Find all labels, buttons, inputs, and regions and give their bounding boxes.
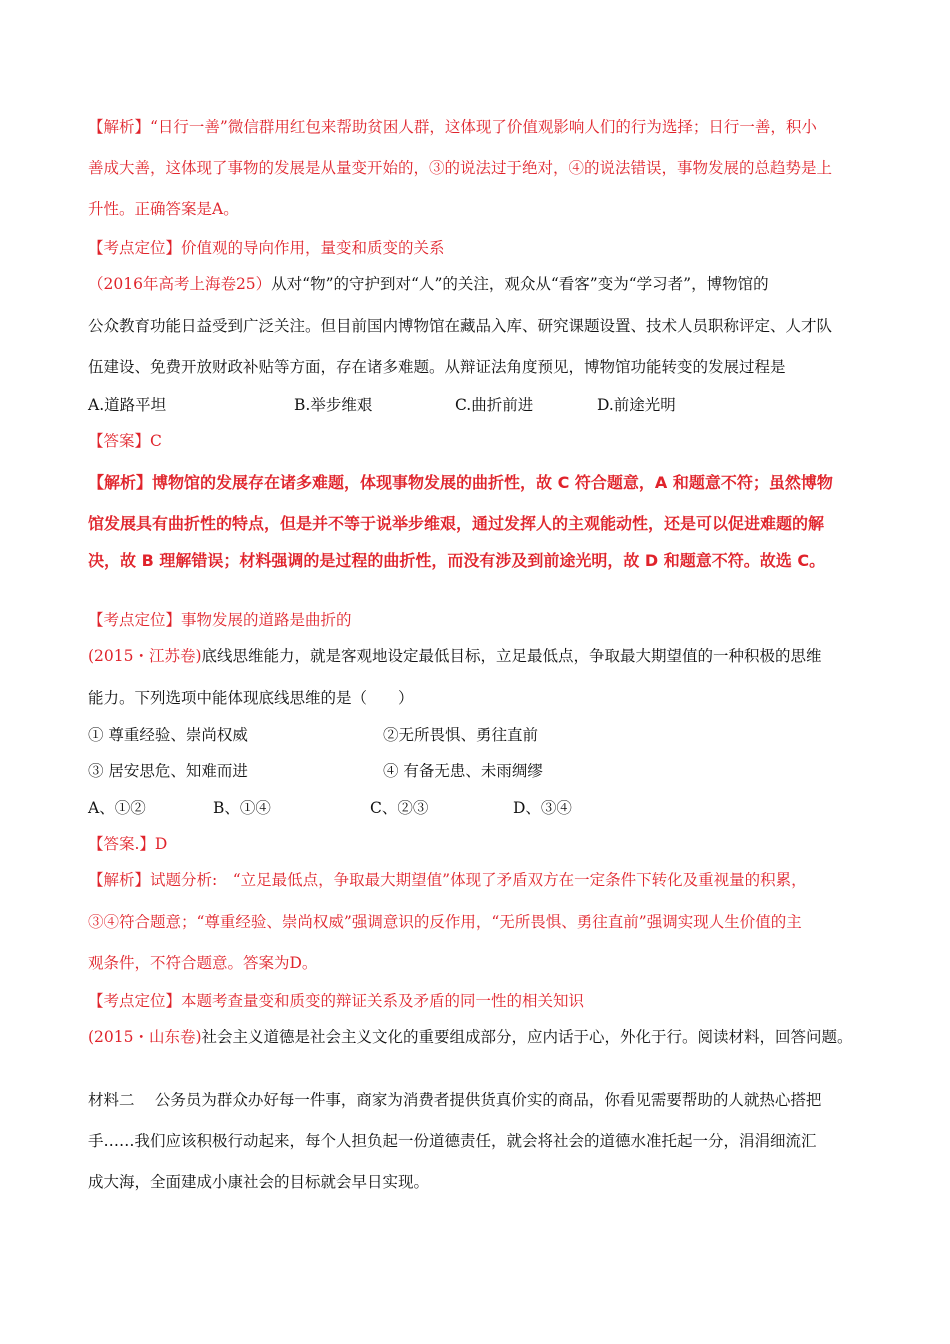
- question-2-source: （2016年高考上海卷25）: [88, 275, 272, 293]
- analysis-2-line-1: 【解析】博物馆的发展存在诸多难题，体现事物发展的曲折性，故 C 符合题意，A 和题意不符；虽然博物: [88, 473, 833, 492]
- question-3-source: (2015・江苏卷): [88, 647, 202, 665]
- analysis-3-line-3: 观条件，不符合题意。答案为D。: [88, 954, 318, 972]
- question-2-line-3: 伍建设、免费开放财政补贴等方面，存在诸多难题。从辩证法角度预见，博物馆功能转变的发展过程是: [88, 358, 786, 376]
- statement-4: ④ 有备无患、未雨绸缪: [383, 762, 543, 780]
- option-c: C、②③: [370, 799, 429, 817]
- answer-2: 【答案】C: [88, 432, 162, 450]
- answer-3: 【答案.】D: [88, 835, 168, 853]
- question-3-text: 底线思维能力，就是客观地设定最低目标，立足最低点，争取最大期望值的一种积极的思维: [201, 647, 822, 665]
- analysis-2-line-2: 馆发展具有曲折性的特点，但是并不等于说举步维艰，通过发挥人的主观能动性，还是可以促进难题的解: [88, 514, 825, 533]
- option-a: A.道路平坦: [88, 396, 167, 414]
- key-point-1: 【考点定位】价值观的导向作用，量变和质变的关系: [88, 239, 445, 257]
- option-d: D、③④: [513, 799, 572, 817]
- question-2-line-2: 公众教育功能日益受到广泛关注。但目前国内博物馆在藏品入库、研究课题设置、技术人员职称评定、人才队: [88, 317, 833, 335]
- question-2-line-1: [88, 274, 769, 294]
- option-c: C.曲折前进: [455, 396, 534, 414]
- question-4-source: (2015・山东卷): [88, 1028, 202, 1046]
- analysis-2-line-3: 决，故 B 理解错误；材料强调的是过程的曲折性，而没有涉及到前途光明，故 D 和题意不符。故选 C。: [88, 551, 826, 570]
- analysis-line-3: 升性。正确答案是A。: [88, 200, 239, 218]
- statement-2: ②无所畏惧、勇往直前: [383, 726, 539, 744]
- analysis-3-text: 试题分析: “立足最低点，争取最大期望值”体现了矛盾双方在一定条件下转化及重视量的积累，: [150, 871, 807, 889]
- question-2-text: 从对“物”的守护到对“人”的关注，观众从“看客”变为“学习者”，博物馆的: [271, 275, 769, 293]
- option-a: A、①②: [88, 799, 146, 817]
- analysis-3-line-1: [88, 870, 807, 890]
- question-3-line-2: 能力。下列选项中能体现底线思维的是（ ）: [88, 689, 414, 707]
- statement-1: ① 尊重经验、崇尚权威: [88, 726, 248, 744]
- key-point-3: 【考点定位】本题考查量变和质变的辩证关系及矛盾的同一性的相关知识: [88, 992, 585, 1010]
- key-point-2: 【考点定位】事物发展的道路是曲折的: [88, 611, 352, 629]
- question-4-text: 社会主义道德是社会主义文化的重要组成部分，应内话于心，外化于行。阅读材料，回答问题。: [201, 1028, 853, 1046]
- material-line-1: 材料二 公务员为群众办好每一件事，商家为消费者提供货真价实的商品，你看见需要帮助的人就热心搭把: [88, 1091, 822, 1109]
- option-b: B.举步维艰: [294, 396, 373, 414]
- question-3-line-1: [88, 646, 822, 666]
- statement-3: ③ 居安思危、知难而进: [88, 762, 248, 780]
- analysis-3-line-2: ③④符合题意；“尊重经验、崇尚权威”强调意识的反作用，“无所畏惧、勇往直前”强调实现人生价值的主: [88, 913, 802, 931]
- material-line-3: 成大海，全面建成小康社会的目标就会早日实现。: [88, 1173, 430, 1191]
- option-b: B、①④: [213, 799, 271, 817]
- option-d: D.前途光明: [597, 396, 676, 414]
- material-line-2: 手……我们应该积极行动起来，每个人担负起一份道德责任，就会将社会的道德水准托起一分，涓涓细流汇: [88, 1132, 817, 1150]
- analysis-3-label: 【解析】: [88, 871, 151, 889]
- question-4-line-1: [88, 1027, 853, 1047]
- analysis-line-1: 【解析】“日行一善”微信群用红包来帮助贫困人群，这体现了价值观影响人们的行为选择；日行一善，积小: [88, 118, 817, 136]
- analysis-line-2: 善成大善，这体现了事物的发展是从量变开始的，③的说法过于绝对，④的说法错误，事物发展的总趋势是上: [88, 159, 833, 177]
